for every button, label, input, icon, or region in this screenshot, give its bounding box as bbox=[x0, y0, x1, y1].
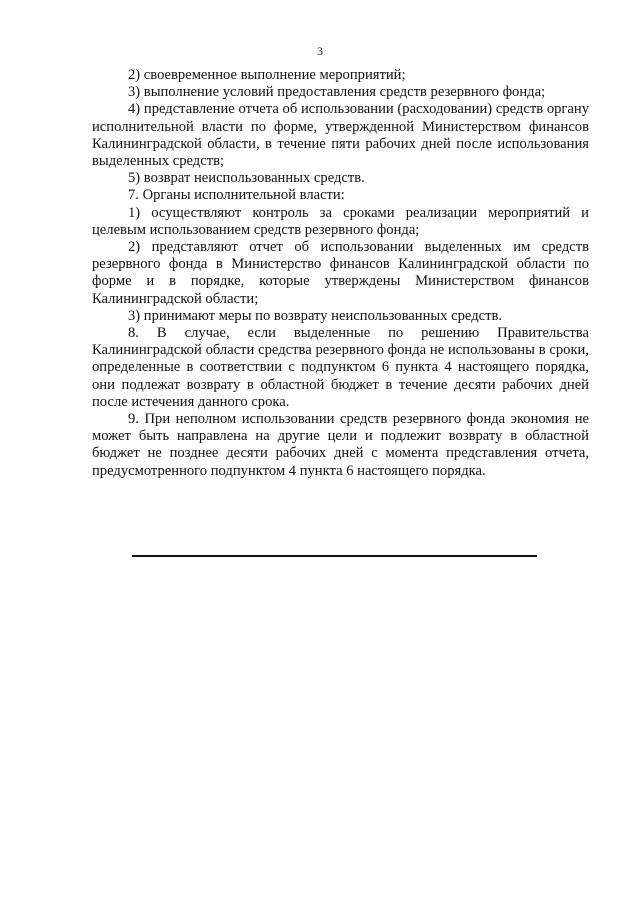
paragraph-7-3: 3) принимают меры по возврату неиспользованных средств. bbox=[128, 307, 503, 324]
paragraph-6-3: 3) выполнение условий предоставления средств резервного фонда; bbox=[128, 84, 546, 101]
closing-rule bbox=[132, 555, 537, 557]
paragraph-7-2: 2) представляют отчет об использовании выделенных им средств резервного фонда в Министерство финансов Калининградской области по форме и в порядке, которые утверждены Министерством финансов Калининградской области; bbox=[92, 239, 589, 307]
paragraph-6-5: 5) возврат неиспользованных средств. bbox=[128, 170, 365, 187]
page-number: 3 bbox=[317, 44, 323, 58]
paragraph-7-1: 1) осуществляют контроль за сроками реализации мероприятий и целевым использованием средств резервного фонда; bbox=[92, 204, 589, 238]
paragraph-9: 9. При неполном использовании средств резервного фонда экономия не может быть направлена на другие цели и подлежит возврату в областной бюджет не позднее десяти рабочих дней с момента представления отчета, предусмотренного подпунктом 4 пункта 6 настоящего порядка. bbox=[92, 411, 589, 479]
paragraph-8: 8. В случае, если выделенные по решению Правительства Калининградской области средства резервного фонда не использованы в сроки, определенные в соответствии с подпунктом 6 пункта 4 настоящего порядка, они подлежат возврату в областной бюджет в течение десяти рабочих дней после истечения данного срока. bbox=[92, 325, 589, 410]
paragraph-7-heading: 7. Органы исполнительной власти: bbox=[128, 187, 345, 204]
paragraph-6-4: 4) представление отчета об использовании (расходовании) средств органу исполнительной власти по форме, утвержденной Министерством финансов Калининградской области, в течение пяти рабочих дней после использования выделенных средств; bbox=[92, 101, 589, 170]
document-body bbox=[92, 67, 589, 480]
paragraph-6-2: 2) своевременное выполнение мероприятий; bbox=[128, 67, 406, 83]
